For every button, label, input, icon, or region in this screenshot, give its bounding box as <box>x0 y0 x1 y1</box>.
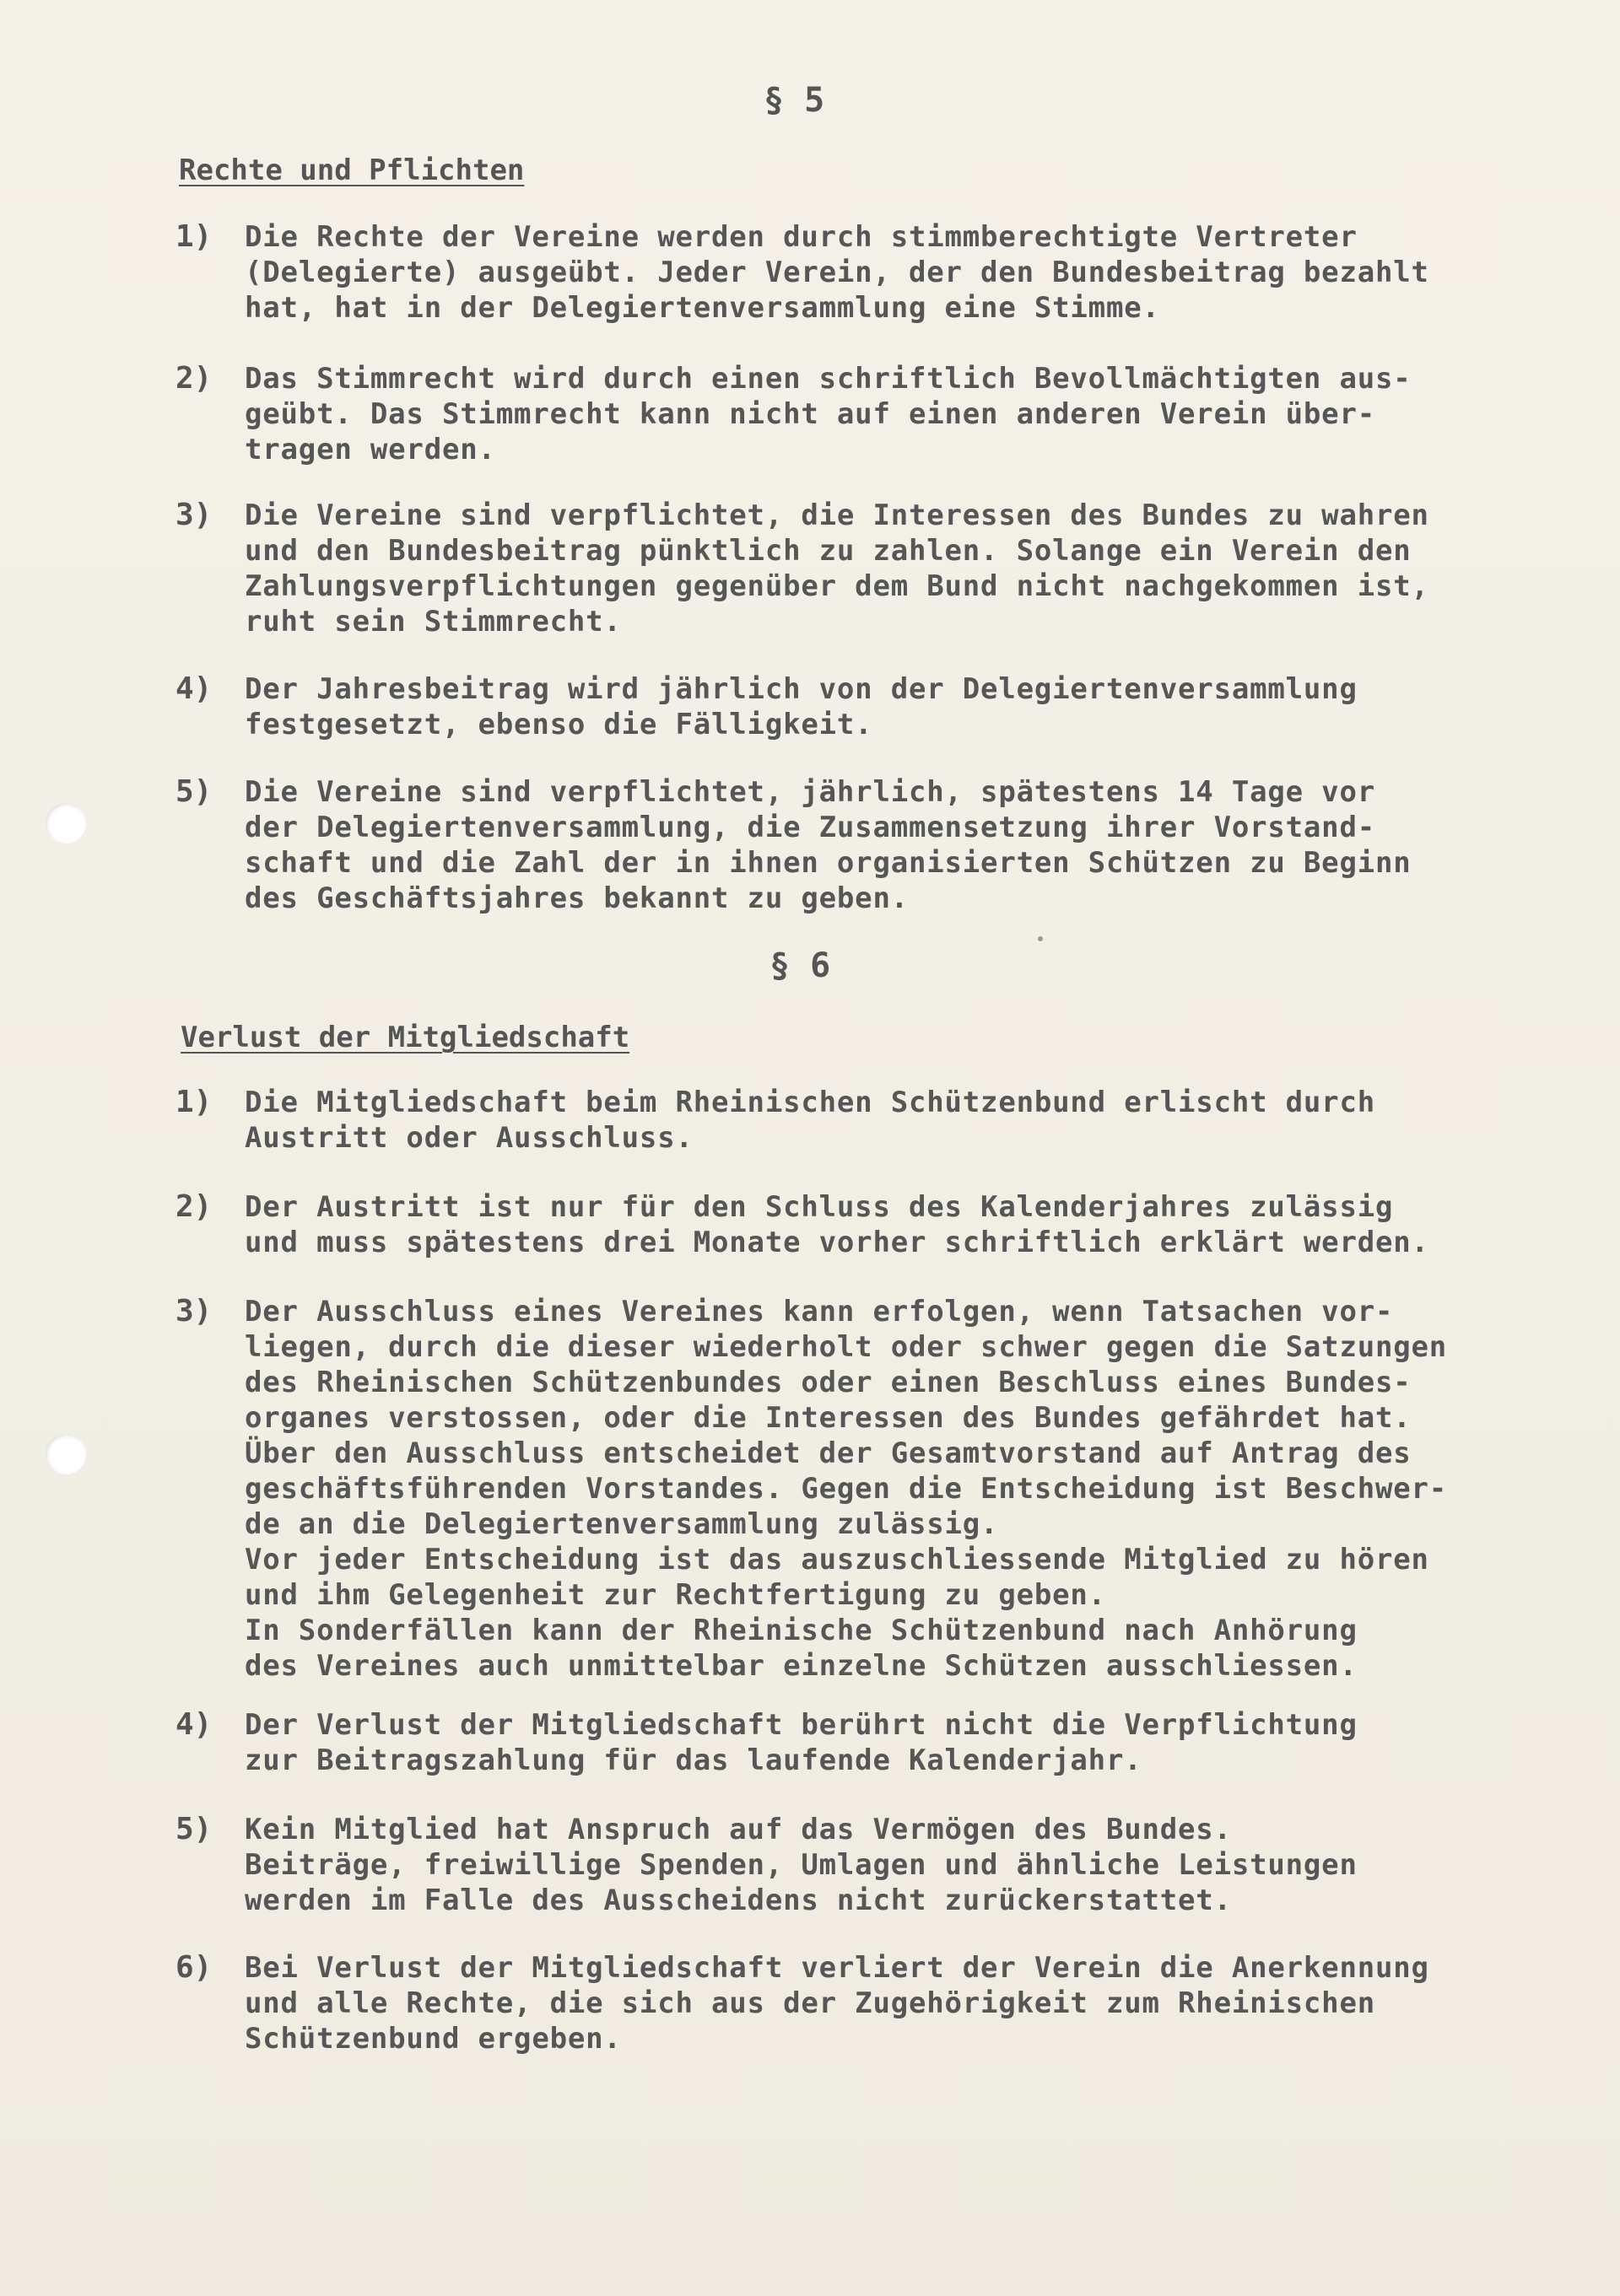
text-line: festgesetzt, ebenso die Fälligkeit. <box>245 708 873 741</box>
text-line: schaft und die Zahl der in ihnen organisierten Schützen zu Beginn <box>245 846 1412 880</box>
text-line: Zahlungsverpflichtungen gegenüber dem Bund nicht nachgekommen ist, <box>245 569 1429 603</box>
text-line: des Vereines auch unmittelbar einzelne Schützen ausschliessen. <box>245 1649 1358 1683</box>
text-line: ruht sein Stimmrecht. <box>245 605 622 639</box>
text-line: und muss spätestens drei Monate vorher schriftlich erklärt werden. <box>245 1226 1429 1259</box>
text-line: Die Vereine sind verpflichtet, jährlich, spätestens 14 Tage vor <box>245 775 1375 809</box>
text-line: Die Mitgliedschaft beim Rheinischen Schützenbund erlischt durch <box>245 1086 1375 1119</box>
text-line: der Delegiertenversammlung, die Zusammensetzung ihrer Vorstand- <box>245 811 1375 844</box>
text-line: zur Beitragszahlung für das laufende Kalenderjahr. <box>245 1744 1142 1777</box>
text-line: hat, hat in der Delegiertenversammlung eine Stimme. <box>245 291 1160 325</box>
text-line: geschäftsführenden Vorstandes. Gegen die Entscheidung ist Beschwer- <box>245 1472 1448 1506</box>
text-line: Austritt oder Ausschluss. <box>245 1121 694 1155</box>
section-mark-5: § 5 <box>764 81 825 120</box>
item-number: 6) <box>176 1950 213 1985</box>
text-line: In Sonderfällen kann der Rheinische Schützenbund nach Anhörung <box>245 1614 1358 1647</box>
punch-hole <box>46 1434 86 1474</box>
text-line: Das Stimmrecht wird durch einen schriftlich Bevollmächtigten aus- <box>245 362 1412 396</box>
text-line: und ihm Gelegenheit zur Rechtfertigung zu geben. <box>245 1578 1106 1612</box>
item-number: 4) <box>176 671 213 706</box>
text-line: geübt. Das Stimmrecht kann nicht auf einen anderen Verein über- <box>245 397 1375 431</box>
text-line: liegen, durch die dieser wiederholt oder schwer gegen die Satzungen <box>245 1330 1448 1364</box>
item-number: 4) <box>176 1707 213 1742</box>
text-line: Kein Mitglied hat Anspruch auf das Vermögen des Bundes. <box>245 1813 1232 1846</box>
text-line: und alle Rechte, die sich aus der Zugehörigkeit zum Rheinischen <box>245 1986 1375 2020</box>
item-number: 5) <box>176 774 213 809</box>
item-number: 2) <box>176 361 213 396</box>
item-number: 3) <box>176 1294 213 1329</box>
text-line: (Delegierte) ausgeübt. Jeder Verein, der den Bundesbeitrag bezahlt <box>245 256 1429 289</box>
text-line: Die Vereine sind verpflichtet, die Interessen des Bundes zu wahren <box>245 499 1429 532</box>
text-line: tragen werden. <box>245 433 496 466</box>
item-number: 2) <box>176 1189 213 1224</box>
text-line: Über den Ausschluss entscheidet der Gesamtvorstand auf Antrag des <box>245 1436 1412 1470</box>
text-line: Der Austritt ist nur für den Schluss des Kalenderjahres zulässig <box>245 1190 1394 1224</box>
text-line: und den Bundesbeitrag pünktlich zu zahlen. Solange ein Verein den <box>245 534 1412 568</box>
item-number: 3) <box>176 498 213 532</box>
text-line: Die Rechte der Vereine werden durch stimmberechtigte Vertreter <box>245 220 1358 254</box>
text-line: Bei Verlust der Mitgliedschaft verliert der Verein die Anerkennung <box>245 1951 1429 1985</box>
paper-speck <box>1038 936 1043 941</box>
text-line: de an die Delegiertenversammlung zulässig. <box>245 1507 999 1541</box>
section-mark-6: § 6 <box>770 946 831 985</box>
item-number: 5) <box>176 1812 213 1846</box>
text-line: Der Jahresbeitrag wird jährlich von der Delegiertenversammlung <box>245 672 1358 706</box>
text-line: werden im Falle des Ausscheidens nicht zurückerstattet. <box>245 1884 1232 1917</box>
text-line: organes verstossen, oder die Interessen des Bundes gefährdet hat. <box>245 1401 1412 1435</box>
item-number: 1) <box>176 1085 213 1119</box>
section-heading-5: Rechte und Pflichten <box>179 154 525 187</box>
text-line: Der Verlust der Mitgliedschaft berührt nicht die Verpflichtung <box>245 1708 1358 1742</box>
text-line: Der Ausschluss eines Vereines kann erfolgen, wenn Tatsachen vor- <box>245 1295 1394 1329</box>
text-line: Schützenbund ergeben. <box>245 2022 622 2056</box>
item-number: 1) <box>176 219 213 254</box>
text-line: Vor jeder Entscheidung ist das auszuschliessende Mitglied zu hören <box>245 1543 1429 1576</box>
text-line: des Rheinischen Schützenbundes oder einen Beschluss eines Bundes- <box>245 1366 1412 1399</box>
section-heading-6: Verlust der Mitgliedschaft <box>181 1021 630 1054</box>
punch-hole <box>46 803 86 843</box>
text-line: des Geschäftsjahres bekannt zu geben. <box>245 881 909 915</box>
text-line: Beiträge, freiwillige Spenden, Umlagen und ähnliche Leistungen <box>245 1848 1358 1882</box>
